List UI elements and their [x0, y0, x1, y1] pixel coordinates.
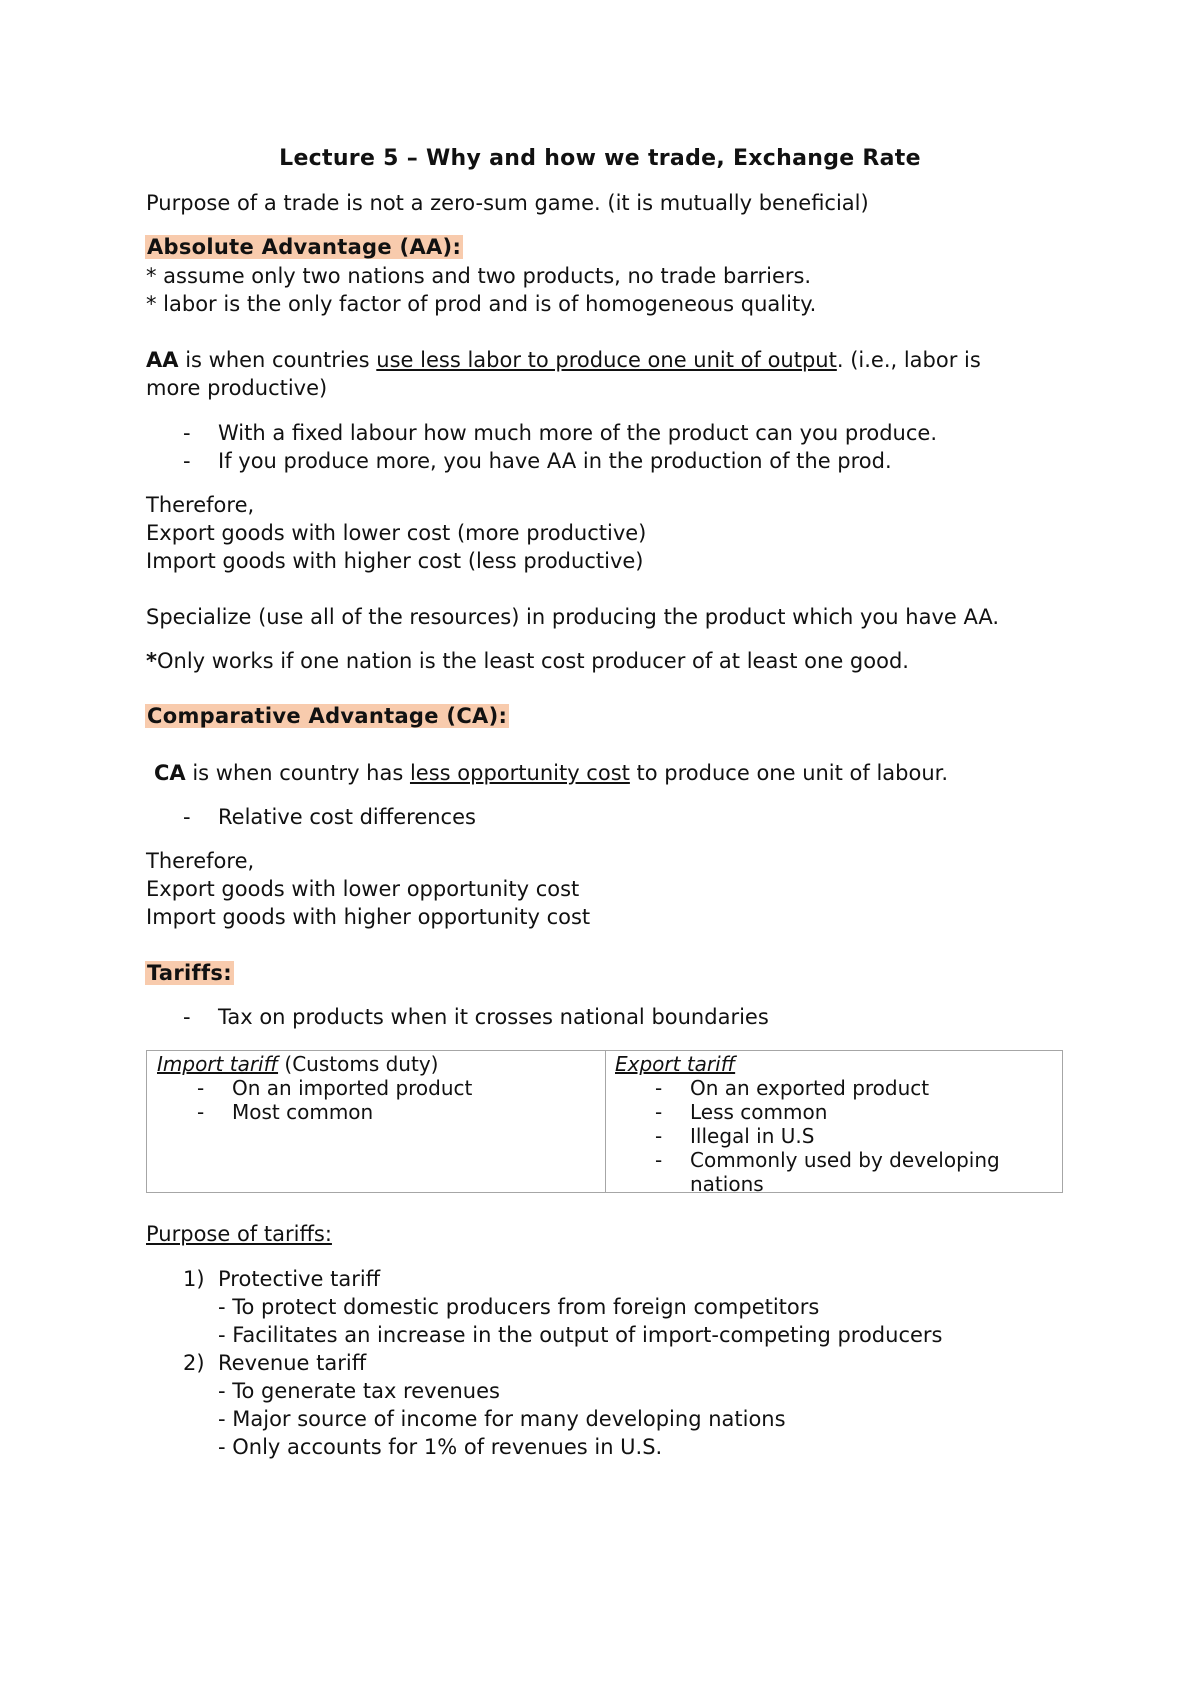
import-tariff-cell — [157, 1052, 473, 1124]
export-item-1 — [615, 1076, 930, 1100]
section-tariffs — [145, 959, 234, 987]
tariffs-bullet-1-text: Tax on products when it crosses national boundaries — [218, 1005, 769, 1029]
import-item-2 — [157, 1100, 438, 1124]
ca-export: Export goods with lower opportunity cost — [146, 877, 580, 901]
export-item-1-text: On an exported product — [690, 1076, 930, 1100]
purpose-1-item-2: - Facilitates an increase in the output of import-competing producers — [218, 1323, 943, 1347]
assumption-1: * assume only two nations and two products, no trade barriers. — [146, 264, 812, 288]
export-tariff-cell — [615, 1052, 1000, 1196]
purpose-1-item-1: - To protect domestic producers from foreign competitors — [218, 1295, 820, 1319]
purpose-1-label: Protective tariff — [218, 1267, 381, 1291]
tariff-table — [146, 1050, 1063, 1196]
export-item-4-continued — [615, 1172, 764, 1196]
dash-marker: - — [197, 1076, 205, 1100]
purpose-of-tariffs-heading — [146, 1220, 332, 1248]
export-item-5-text: nations — [690, 1172, 764, 1196]
import-tariff-head: Import tariff — [157, 1052, 279, 1076]
purpose-2-item-1: - To generate tax revenues — [218, 1379, 500, 1403]
export-item-2-text: Less common — [690, 1100, 828, 1124]
purpose-2-item-3: - Only accounts for 1% of revenues in U.S. — [218, 1435, 663, 1459]
aa-definition-line2: more productive) — [146, 376, 328, 400]
dash-marker: - — [183, 421, 191, 445]
export-item-4-text: Commonly used by developing — [690, 1148, 1000, 1172]
import-item-1-text: On an imported product — [232, 1076, 473, 1100]
aa-import: Import goods with higher cost (less productive) — [146, 549, 644, 573]
purpose-2-label: Revenue tariff — [218, 1351, 367, 1375]
dash-marker: - — [183, 805, 191, 829]
aa-def-pre: is when countries — [178, 348, 377, 372]
aa-def-underline: use less labor to produce one unit of output — [376, 348, 837, 372]
aa-note-star: * — [146, 649, 157, 673]
absolute-advantage-heading: Absolute Advantage (AA): — [147, 235, 462, 259]
section-comparative — [145, 702, 509, 730]
dash-marker: - — [655, 1148, 663, 1172]
table-divider — [605, 1051, 606, 1192]
import-item-1 — [157, 1076, 473, 1100]
assumption-2: * labor is the only factor of prod and is of homogeneous quality. — [146, 292, 817, 316]
aa-bullet-2-text: If you produce more, you have AA in the production of the prod. — [218, 449, 892, 473]
dash-marker: - — [183, 449, 191, 473]
purpose-heading-text: Purpose of tariffs: — [146, 1222, 332, 1246]
tariffs-heading: Tariffs: — [147, 961, 232, 985]
export-item-3 — [615, 1124, 815, 1148]
aa-bullet-1-text: With a fixed labour how much more of the product can you produce. — [218, 421, 938, 445]
ca-term: CA — [154, 761, 186, 785]
intro-text: Purpose of a trade is not a zero-sum game. (it is mutually beneficial) — [146, 191, 869, 215]
aa-definition-line1 — [146, 346, 981, 374]
export-item-4 — [615, 1148, 1000, 1172]
export-tariff-head-row — [615, 1052, 735, 1076]
dash-marker: - — [655, 1124, 663, 1148]
export-item-3-text: Illegal in U.S — [690, 1124, 815, 1148]
ca-import: Import goods with higher opportunity cost — [146, 905, 591, 929]
ca-definition — [154, 759, 948, 787]
purpose-2-item-2: - Major source of income for many developing nations — [218, 1407, 786, 1431]
comparative-advantage-heading: Comparative Advantage (CA): — [147, 704, 508, 728]
import-tariff-head-suffix: (Customs duty) — [278, 1052, 439, 1076]
import-tariff-head-row — [157, 1052, 438, 1076]
ca-def-post: to produce one unit of labour. — [629, 761, 949, 785]
aa-note — [146, 647, 909, 675]
section-absolute — [145, 233, 463, 261]
aa-note-text: Only works if one nation is the least cost producer of at least one good. — [156, 649, 909, 673]
aa-term: AA — [146, 348, 179, 372]
purpose-2-number: 2) — [183, 1351, 205, 1375]
ca-def-pre: is when country has — [185, 761, 410, 785]
page-title: Lecture 5 – Why and how we trade, Exchange Rate — [279, 146, 921, 171]
dash-marker: - — [197, 1100, 205, 1124]
import-item-2-text: Most common — [232, 1100, 374, 1124]
aa-def-post: . (i.e., labor is — [836, 348, 981, 372]
export-tariff-head: Export tariff — [615, 1052, 736, 1076]
aa-specialize: Specialize (use all of the resources) in producing the product which you have AA. — [146, 605, 1000, 629]
dash-marker: - — [655, 1076, 663, 1100]
aa-therefore: Therefore, — [146, 493, 255, 517]
purpose-1-number: 1) — [183, 1267, 205, 1291]
aa-export: Export goods with lower cost (more productive) — [146, 521, 647, 545]
ca-def-underline: less opportunity cost — [409, 761, 630, 785]
dash-marker: - — [655, 1100, 663, 1124]
export-item-2 — [615, 1100, 828, 1124]
dash-marker: - — [183, 1005, 191, 1029]
ca-bullet-1-text: Relative cost differences — [218, 805, 476, 829]
ca-therefore: Therefore, — [146, 849, 255, 873]
